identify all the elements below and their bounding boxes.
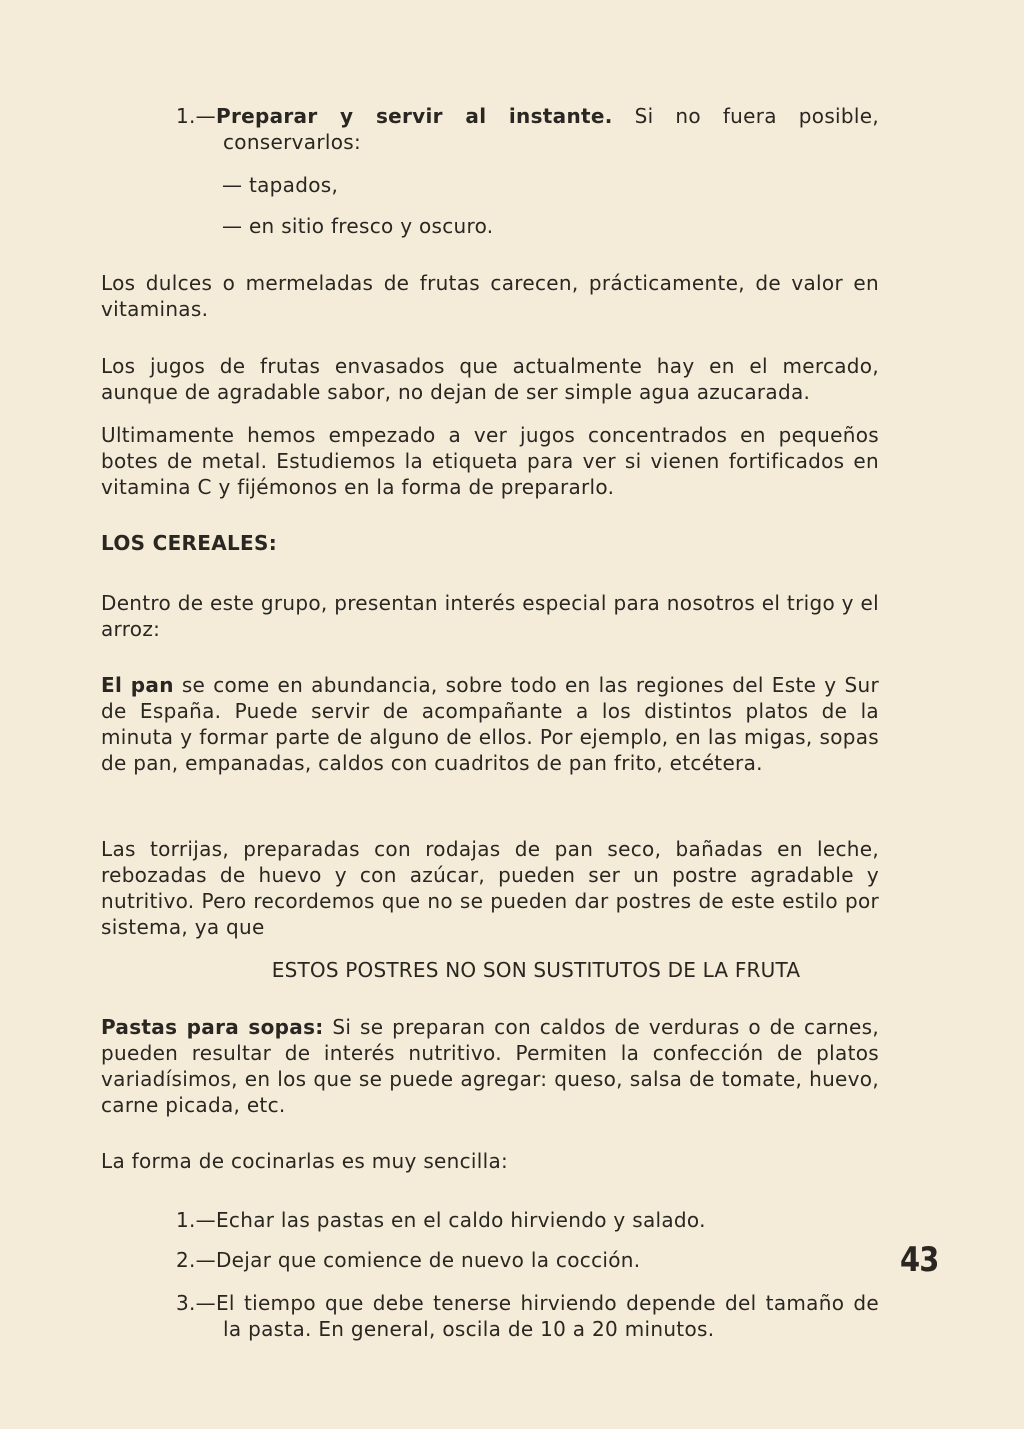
centered-notice: ESTOS POSTRES NO SON SUSTITUTOS DE LA FRUTA xyxy=(271,958,801,982)
item-bold-text: Preparar y servir al instante. xyxy=(215,104,613,128)
item-rest-text: Si no fuera posible, conservarlos: xyxy=(223,104,880,154)
paragraph-forma: La forma de cocinarlas es muy sencilla: xyxy=(101,1149,509,1173)
pan-bold-text: El pan xyxy=(101,673,174,697)
paragraph-jugos: Los jugos de frutas envasados que actualmente hay en el mercado, aunque de agradable sabor, no dejan de ser simple agua azucarada. xyxy=(101,354,879,404)
page-number: 43 xyxy=(900,1240,939,1280)
paragraph-pastas xyxy=(101,1014,879,1118)
step-2: 2.—Dejar que comience de nuevo la cocción. xyxy=(176,1248,641,1272)
section-heading-cereales: LOS CEREALES: xyxy=(101,531,277,555)
item-number: 1.— xyxy=(176,104,216,128)
pastas-rest-text: Si se preparan con caldos de verduras o de carnes, pueden resultar de interés nutritivo. Permiten la confección de platos variadísimos, en los que se puede agregar: queso, salsa de tomate, huevo, carne picada, etc. xyxy=(101,1015,879,1117)
item-preparar xyxy=(176,103,879,155)
dash-item-tapados: — tapados, xyxy=(222,173,339,197)
pastas-bold-text: Pastas para sopas: xyxy=(101,1015,324,1039)
step-3: 3.—El tiempo que debe tenerse hirviendo depende del tamaño de la pasta. En general, oscila de 10 a 20 minutos. xyxy=(176,1291,879,1341)
step-1: 1.—Echar las pastas en el caldo hirviendo y salado. xyxy=(176,1208,706,1232)
dash-item-sitio: — en sitio fresco y oscuro. xyxy=(222,214,494,238)
paragraph-dulces: Los dulces o mermeladas de frutas carecen, prácticamente, de valor en vitaminas. xyxy=(101,271,879,321)
pan-rest-text: se come en abundancia, sobre todo en las regiones del Este y Sur de España. Puede servir de acompañante a los distintos platos de la minuta y formar parte de alguno de ellos. Por ejemplo, en las migas, sopas de pan, empanadas, caldos con cuadritos de pan frito, etcétera. xyxy=(101,673,879,775)
paragraph-ultimamente: Ultimamente hemos empezado a ver jugos concentrados en pequeños botes de metal. Estudiemos la etiqueta para ver si vienen fortificados en vitamina C y fijémonos en la forma de prepararlo. xyxy=(101,423,879,499)
paragraph-torrijas: Las torrijas, preparadas con rodajas de pan seco, bañadas en leche, rebozadas de huevo y con azúcar, pueden ser un postre agradable y nutritivo. Pero recordemos que no se pueden dar postres de este estilo por sistema, ya que xyxy=(101,837,879,939)
paragraph-pan xyxy=(101,672,879,776)
paragraph-dentro: Dentro de este grupo, presentan interés especial para nosotros el trigo y el arroz: xyxy=(101,591,879,641)
